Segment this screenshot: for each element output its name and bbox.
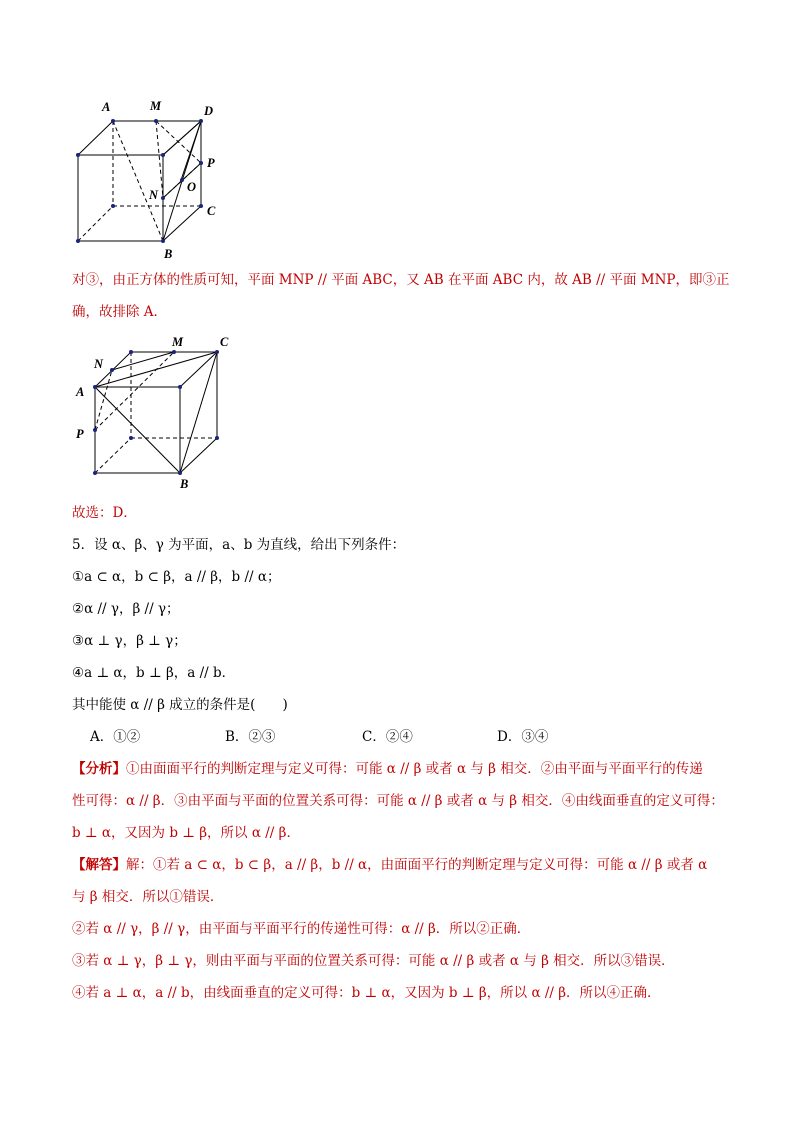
question-stem: 5．设 α、β、γ 为平面，a、b 为直线，给出下列条件： <box>72 537 406 553</box>
condition-1: ①a ⊂ α，b ⊂ β，a // β，b // α； <box>72 569 281 585</box>
label-C-2: C <box>220 335 229 349</box>
label-P: P <box>207 156 215 170</box>
choose-text: 故选：D． <box>72 505 137 521</box>
label-N-2: N <box>94 357 104 371</box>
option-d: D．③④ <box>497 729 549 745</box>
solution-lead: 解： <box>126 857 153 873</box>
solution-line-5 <box>72 983 661 1003</box>
solution-3-text: α ⊥ γ，β ⊥ γ，则由平面与平面的位置关系可得：可能 α // β 或者 α 与 β 相交．所以③错误． <box>99 953 675 969</box>
label-M-2: M <box>172 335 184 349</box>
solution-1-prefix: ①若 <box>153 857 180 873</box>
solution-line-1 <box>72 855 707 875</box>
choose-line <box>72 503 137 523</box>
label-A-2: A <box>76 385 85 399</box>
cube-diagram-1 <box>70 95 230 265</box>
analysis-tag: 【分析】 <box>72 761 126 777</box>
option-c: C．②④ <box>362 729 413 745</box>
label-B: B <box>164 247 173 261</box>
condition-4: ④a ⊥ α，b ⊥ β，a // b． <box>72 665 236 681</box>
paragraph-3-text-1: 对③，由正方体的性质可知，平面 MNP // 平面 ABC，又 AB 在平面 ABC 内，故 AB // 平面 MNP，即③正 <box>72 272 730 288</box>
paragraph-3-line-2 <box>72 302 167 322</box>
option-a: A．①② <box>90 729 141 745</box>
solution-2-text: α // γ，β // γ，由平面与平面平行的传递性可得：α // β．所以②正确． <box>99 921 531 937</box>
analysis-text-1: ①由面面平行的判断定理与定义可得：可能 α // β 或者 α 与 β 相交．②由平面与平面平行的传递 <box>126 761 703 777</box>
paragraph-3-text-2: 确，故排除 A． <box>72 304 168 320</box>
cube-figure-1 <box>70 95 230 265</box>
label-B-2: B <box>180 477 189 491</box>
solution-4-text: a ⊥ α，a // b，由线面垂直的定义可得：b ⊥ α，又因为 b ⊥ β，所以 α // β．所以④正确． <box>99 985 661 1001</box>
label-C: C <box>207 204 216 218</box>
label-N: N <box>149 188 159 202</box>
analysis-line-1 <box>72 759 703 779</box>
solution-3-prefix: ③若 <box>72 953 99 969</box>
solution-1-text: a ⊂ α，b ⊂ β，a // β，b // α，由面面平行的判断定理与定义可得：可能 α // β 或者 α <box>180 857 708 873</box>
solution-4-prefix: ④若 <box>72 985 99 1001</box>
paragraph-3-line-1 <box>72 270 729 290</box>
label-D: D <box>204 104 214 118</box>
solution-line-4 <box>72 951 675 971</box>
condition-2: ②α // γ，β // γ； <box>72 601 180 617</box>
solution-line-2: 与 β 相交．所以①错误． <box>72 889 224 905</box>
analysis-line-3: b ⊥ α，又因为 b ⊥ β，所以 α // β． <box>72 825 300 841</box>
cube-diagram-2 <box>70 330 245 495</box>
condition-3: ③α ⊥ γ，β ⊥ γ； <box>72 633 187 649</box>
solution-2-prefix: ②若 <box>72 921 99 937</box>
analysis-line-2: 性可得：α // β．③由平面与平面的位置关系可得：可能 α // β 或者 α 与 β 相交．④由线面垂直的定义可得： <box>72 793 724 809</box>
label-A: A <box>102 100 111 114</box>
solution-tag: 【解答】 <box>72 857 126 873</box>
question-ask: 其中能使 α // β 成立的条件是( ) <box>72 697 288 713</box>
label-P-2: P <box>76 427 84 441</box>
cube-figure-2 <box>70 330 245 495</box>
option-b: B．②③ <box>225 729 276 745</box>
label-M: M <box>150 99 162 113</box>
solution-line-3 <box>72 919 530 939</box>
label-O: O <box>187 180 197 194</box>
